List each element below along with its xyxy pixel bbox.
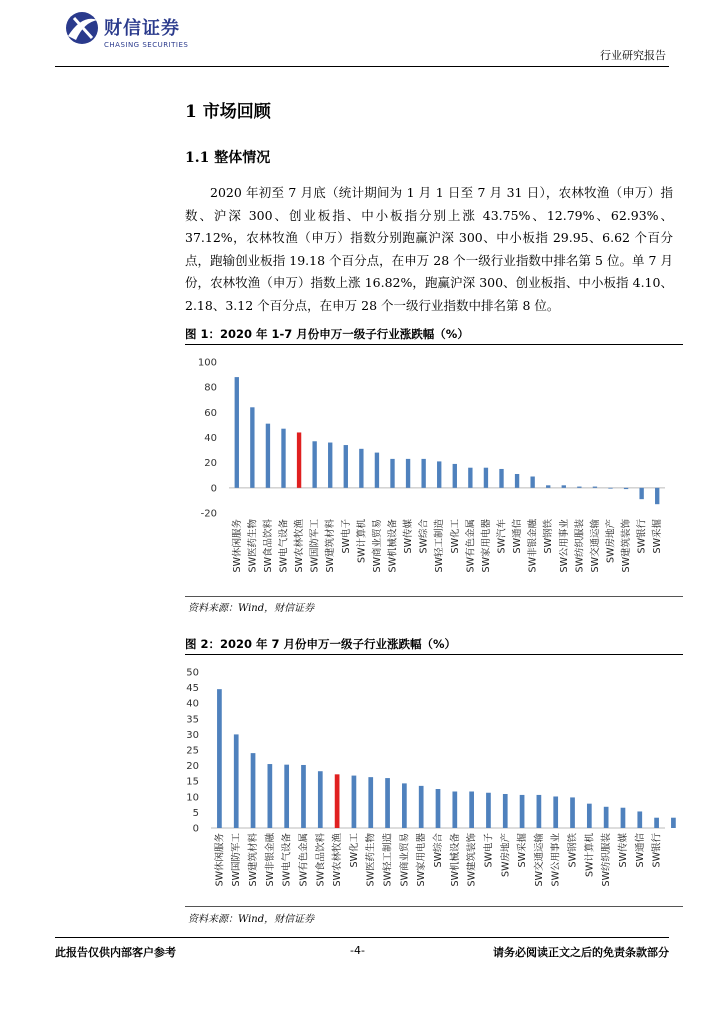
x-tick-label: SW交通运输: [533, 833, 545, 887]
x-tick-label: SW轻工制造: [382, 833, 394, 887]
bar: [251, 753, 256, 828]
x-tick-label: SW交通运输: [589, 519, 601, 573]
x-tick-label: SW电子: [340, 519, 352, 554]
bar: [359, 449, 363, 488]
x-tick-label: SW银行: [651, 833, 663, 868]
bar: [637, 811, 642, 828]
bar: [335, 774, 340, 828]
x-tick-label: SW采掘: [517, 833, 529, 868]
bar: [452, 791, 457, 828]
x-tick-label: SW电气设备: [281, 833, 293, 887]
bar: [250, 407, 254, 488]
paragraph-text: 2020 年初至 7 月底（统计期间为 1 月 1 日至 7 月 31 日），农林牧渔（申万）指数、沪深 300、创业板指、中小板指分别上涨 43.75%、12.79%、62.93%、37.12%，农林牧渔（申万）指数分别跑赢沪深 300、中小板指 29.95、6.62 个百分点，跑输创业板指 19.18 个百分点，在申万 28 个一级行业指数中排名第 5 位。单 7 月份，农林牧渔（申万）指数上涨 16.82%，跑赢沪深 300、创业板指、中小板指 4.10、2.18、3.12 个百分点，在申万 28 个一级行业指数中排名第 8 位。: [185, 185, 673, 313]
page-number: -4-: [350, 944, 365, 957]
x-tick-label: SW医药生物: [247, 519, 259, 573]
x-tick-label: SW农林牧渔: [332, 833, 344, 887]
bar: [530, 477, 534, 488]
x-tick-label: SW机械设备: [449, 833, 461, 887]
x-tick-label: SW公用事业: [558, 519, 570, 573]
bar: [312, 441, 316, 488]
x-tick-label: SW食品饮料: [262, 519, 274, 573]
figure2-chart: [185, 655, 683, 905]
x-tick-label: SW建筑材料: [248, 833, 260, 887]
x-tick-label: SW建筑装饰: [621, 519, 633, 573]
bar: [406, 459, 410, 488]
bar: [234, 734, 239, 828]
x-tick-label: SW食品饮料: [315, 833, 327, 887]
x-tick-label: SW机械设备: [387, 519, 399, 573]
x-tick-label: SW国防军工: [231, 833, 243, 887]
bar: [297, 432, 301, 487]
bar: [587, 804, 592, 828]
x-tick-label: SW综合: [433, 833, 444, 868]
logo-cn: 财信证券: [104, 18, 180, 39]
bar: [301, 765, 306, 828]
x-tick-label: SW化工: [348, 833, 360, 868]
bar: [546, 485, 550, 488]
y-tick-label: 50: [186, 667, 199, 679]
x-tick-label: SW化工: [449, 519, 461, 554]
x-tick-label: SW通信: [634, 833, 646, 868]
x-tick-label: SW房地产: [500, 833, 512, 877]
x-tick-label: SW有色金属: [298, 833, 310, 887]
logo-en: CHASING SECURITIES: [104, 41, 189, 49]
figure1-title: 图 1：2020 年 1-7 月份申万一级子行业涨跌幅（%）: [185, 327, 469, 341]
bar: [639, 488, 643, 499]
x-tick-label: SW计算机: [584, 833, 596, 877]
figure2-title: 图 2：2020 年 7 月份申万一级子行业涨跌幅（%）: [185, 637, 457, 651]
x-tick-label: SW传媒: [403, 519, 415, 554]
header-divider: [55, 66, 669, 67]
x-tick-label: SW家用电器: [480, 519, 492, 573]
x-tick-label: SW电子: [483, 833, 495, 868]
x-tick-label: SW传媒: [617, 833, 629, 868]
x-tick-label: SW建筑材料: [325, 519, 337, 573]
bar: [562, 485, 566, 488]
x-tick-label: SW家用电器: [416, 833, 428, 887]
y-tick-label: 45: [186, 683, 199, 695]
bar: [621, 808, 626, 828]
x-tick-label: SW医药生物: [365, 833, 377, 887]
bar: [402, 783, 407, 828]
bar: [453, 464, 457, 488]
bar: [281, 429, 285, 488]
figure1-chart: [185, 345, 683, 595]
y-tick-label: 0: [210, 483, 217, 495]
x-tick-label: SW商业贸易: [399, 833, 411, 887]
footer-disclaimer-right: 请务必阅读正文之后的免责条款部分: [493, 946, 669, 959]
y-tick-label: 25: [186, 745, 199, 757]
logo-text: [104, 14, 188, 49]
y-tick-label: 40: [186, 698, 199, 710]
x-tick-label: SW钢铁: [567, 833, 579, 868]
bar: [344, 445, 348, 488]
x-tick-label: SW汽车: [496, 519, 508, 554]
y-tick-label: 0: [192, 823, 199, 835]
bar: [604, 807, 609, 828]
x-tick-label: SW银行: [636, 519, 648, 554]
y-tick-label: 80: [204, 382, 217, 394]
bar: [537, 795, 542, 828]
bar: [515, 474, 519, 488]
bar: [608, 488, 612, 489]
x-tick-label: SW非银金融: [264, 833, 276, 887]
x-tick-label: SW房地产: [605, 519, 617, 563]
bar: [419, 786, 424, 828]
x-tick-label: SW纺织服装: [601, 833, 613, 887]
bar: [390, 459, 394, 488]
bar: [266, 424, 270, 488]
x-tick-label: SW非银金融: [527, 519, 539, 573]
x-tick-label: SW轻工制造: [434, 519, 446, 573]
figure1-bottom-rule: [185, 596, 683, 597]
bar: [436, 789, 441, 828]
bar: [318, 771, 323, 828]
bar: [368, 777, 373, 828]
bar: [468, 468, 472, 488]
bar: [217, 689, 222, 828]
y-tick-label: 20: [204, 458, 217, 470]
x-tick-label: SW综合: [418, 519, 430, 554]
bar: [486, 793, 491, 828]
x-tick-label: SW农林牧渔: [294, 519, 306, 573]
y-tick-label: -20: [200, 508, 217, 520]
x-tick-label: SW有色金属: [465, 519, 477, 573]
bar: [503, 794, 508, 828]
y-tick-label: 60: [204, 407, 217, 419]
figure1-source: 资料来源：Wind，财信证券: [188, 603, 315, 614]
bar: [655, 488, 659, 504]
bar: [499, 469, 503, 488]
footer-disclaimer-left: 此报告仅供内部客户参考: [55, 946, 176, 959]
bar: [570, 797, 575, 828]
y-tick-label: 15: [186, 776, 199, 788]
bar: [375, 453, 379, 488]
bar: [577, 487, 581, 488]
y-tick-label: 20: [186, 761, 199, 773]
y-tick-label: 35: [186, 714, 199, 726]
bar: [421, 459, 425, 488]
x-tick-label: SW纺织服装: [574, 519, 586, 573]
footer-divider: [55, 937, 669, 938]
x-tick-label: SW商业贸易: [371, 519, 383, 573]
y-tick-label: 100: [197, 357, 217, 369]
figure2-bottom-rule: [185, 906, 683, 907]
bar: [385, 778, 390, 828]
bar: [235, 377, 239, 488]
bar: [284, 765, 289, 828]
report-type: 行业研究报告: [600, 49, 666, 62]
bar: [624, 488, 628, 489]
section-title: 1 市场回顾: [185, 102, 271, 122]
bar: [654, 818, 659, 828]
x-tick-label: SW公用事业: [550, 833, 562, 887]
y-tick-label: 5: [192, 807, 199, 819]
bar: [593, 487, 597, 488]
bar: [469, 791, 474, 828]
bar: [352, 776, 357, 828]
x-tick-label: SW国防军工: [309, 519, 321, 573]
bar: [437, 461, 441, 487]
x-tick-label: SW计算机: [356, 519, 368, 563]
x-tick-label: SW建筑装饰: [466, 833, 478, 887]
bar: [520, 795, 525, 828]
x-tick-label: SW休闲服务: [214, 833, 226, 887]
bar: [484, 468, 488, 488]
x-tick-label: SW通信: [512, 519, 524, 554]
y-tick-label: 30: [186, 729, 199, 741]
x-tick-label: SW休闲服务: [231, 519, 243, 573]
bar: [671, 818, 676, 828]
figure2-source: 资料来源：Wind，财信证券: [188, 914, 315, 925]
y-tick-label: 40: [204, 433, 217, 444]
bar: [267, 764, 272, 828]
bar: [553, 796, 558, 828]
x-tick-label: SW采掘: [652, 519, 664, 554]
y-tick-label: 10: [186, 792, 199, 804]
bar: [328, 443, 332, 488]
x-tick-label: SW钢铁: [543, 519, 555, 554]
subsection-title: 1.1 整体情况: [185, 150, 271, 166]
body-paragraph: [185, 182, 673, 317]
x-tick-label: SW电气设备: [278, 519, 290, 573]
